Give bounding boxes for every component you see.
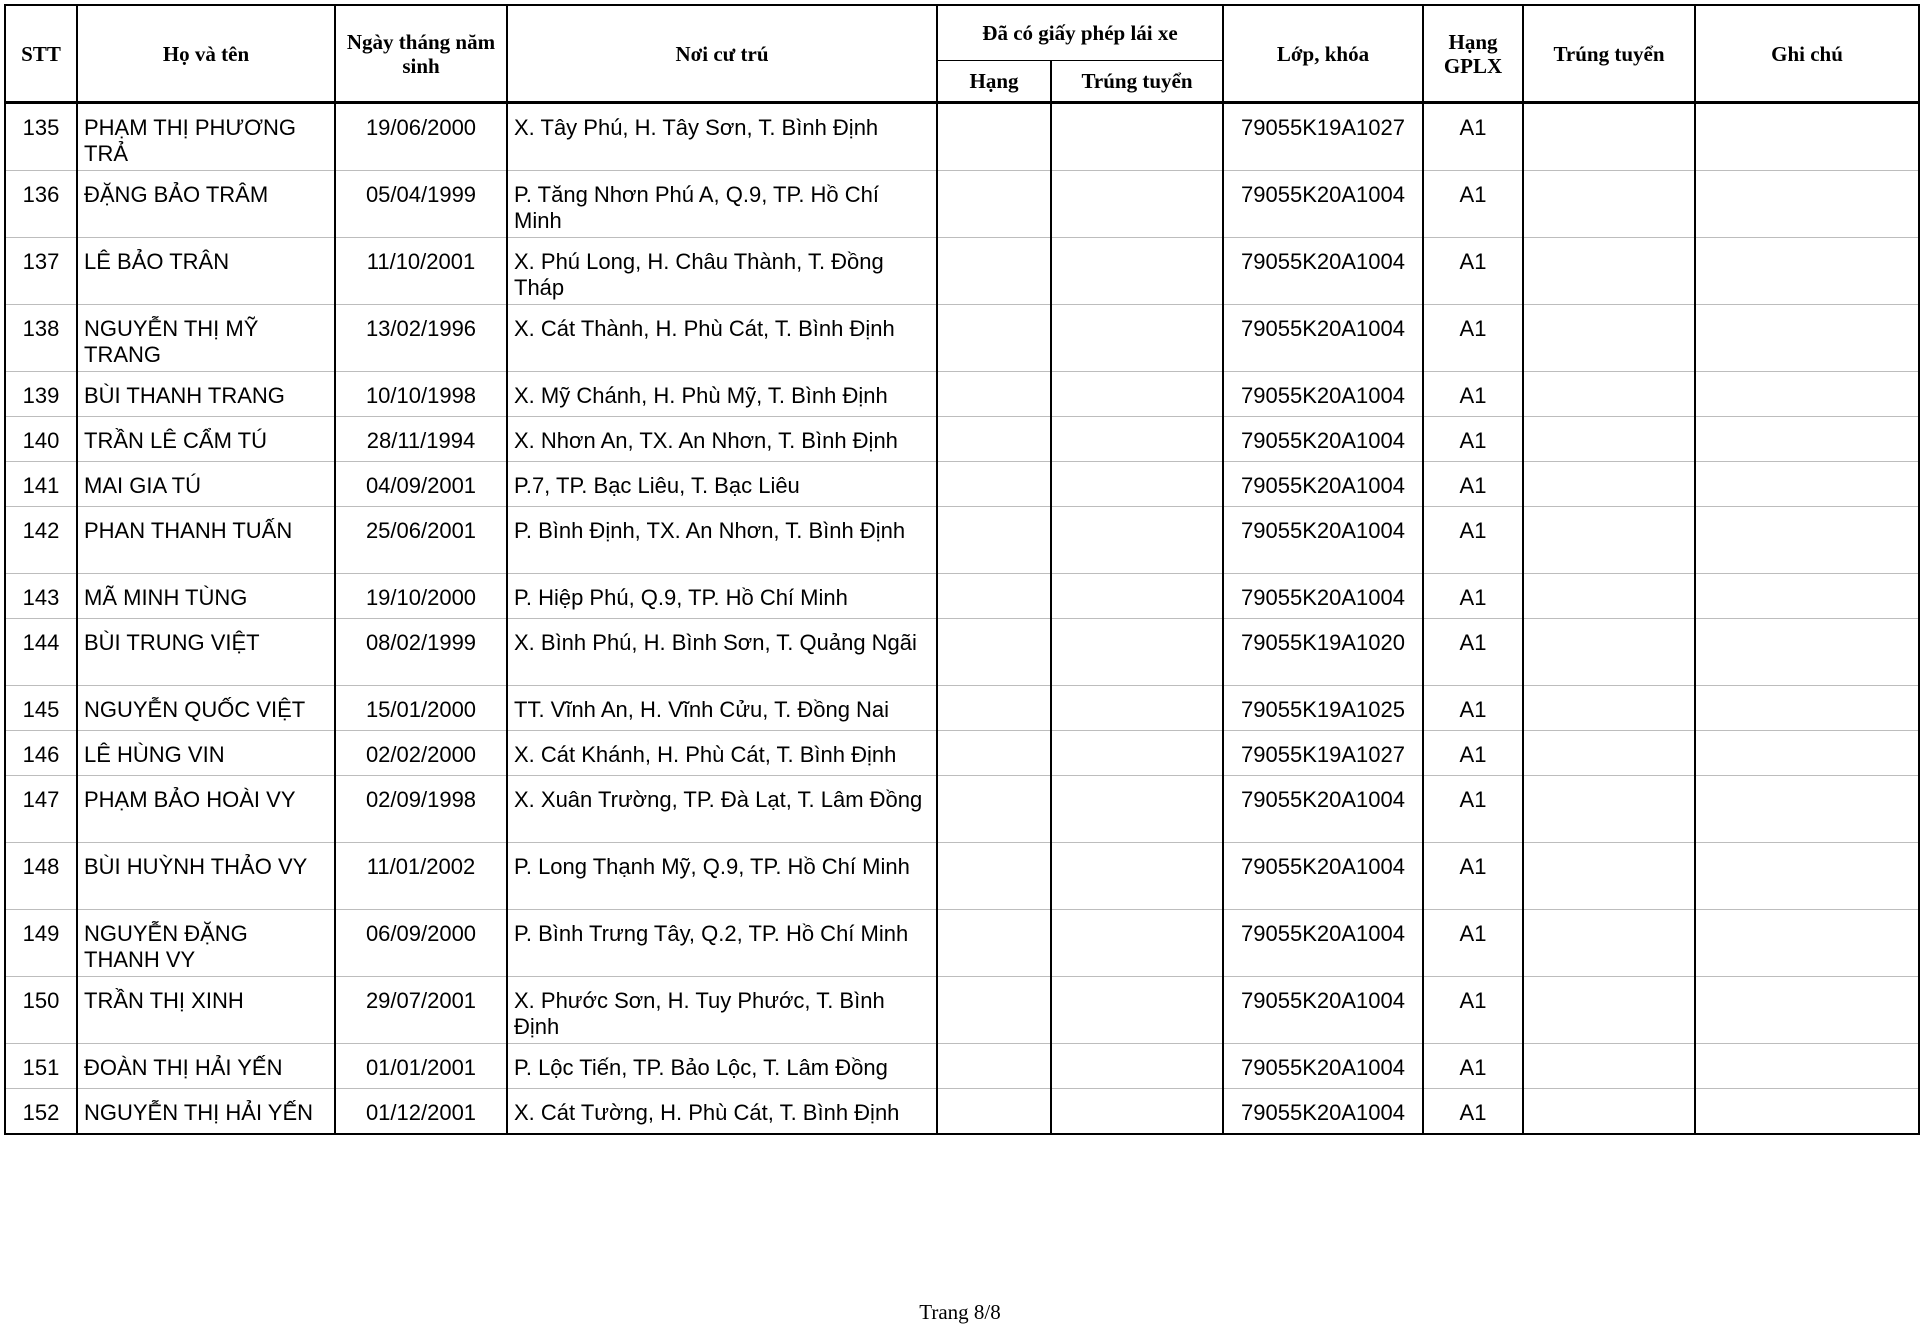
- row-address: P. Bình Trưng Tây, Q.2, TP. Hồ Chí Minh: [507, 910, 937, 977]
- row-stt: 141: [5, 462, 77, 507]
- row-gplx-class: A1: [1423, 843, 1523, 910]
- table-body: [5, 103, 1919, 1135]
- row-name: ĐOÀN THỊ HẢI YẾN: [77, 1044, 335, 1089]
- row-dob: 11/01/2002: [335, 843, 507, 910]
- row-license-passed: [1051, 372, 1223, 417]
- row-license-class: [937, 417, 1051, 462]
- row-license-class: [937, 619, 1051, 686]
- row-stt: 143: [5, 574, 77, 619]
- row-stt: 149: [5, 910, 77, 977]
- row-dob: 08/02/1999: [335, 619, 507, 686]
- row-address: TT. Vĩnh An, H. Vĩnh Cửu, T. Đồng Nai: [507, 686, 937, 731]
- row-license-passed: [1051, 574, 1223, 619]
- row-stt: 135: [5, 103, 77, 171]
- row-stt: 147: [5, 776, 77, 843]
- row-dob: 02/09/1998: [335, 776, 507, 843]
- header-license-class: Hạng: [937, 61, 1051, 103]
- row-note: [1695, 977, 1919, 1044]
- row-passed: [1523, 1089, 1695, 1135]
- header-address: Nơi cư trú: [507, 5, 937, 103]
- row-dob: 02/02/2000: [335, 731, 507, 776]
- row-address: P. Tăng Nhơn Phú A, Q.9, TP. Hồ Chí Minh: [507, 171, 937, 238]
- student-list-table: [4, 4, 1920, 1135]
- row-gplx-class: A1: [1423, 731, 1523, 776]
- row-address: X. Xuân Trường, TP. Đà Lạt, T. Lâm Đồng: [507, 776, 937, 843]
- row-name: BÙI TRUNG VIỆT: [77, 619, 335, 686]
- row-note: [1695, 103, 1919, 171]
- row-name: NGUYỄN THỊ MỸ TRANG: [77, 305, 335, 372]
- row-course: 79055K20A1004: [1223, 977, 1423, 1044]
- row-address: X. Cát Tường, H. Phù Cát, T. Bình Định: [507, 1089, 937, 1135]
- row-address: P.7, TP. Bạc Liêu, T. Bạc Liêu: [507, 462, 937, 507]
- row-course: 79055K20A1004: [1223, 372, 1423, 417]
- row-passed: [1523, 776, 1695, 843]
- row-note: [1695, 417, 1919, 462]
- row-license-class: [937, 843, 1051, 910]
- row-license-passed: [1051, 462, 1223, 507]
- row-passed: [1523, 1044, 1695, 1089]
- row-course: 79055K20A1004: [1223, 171, 1423, 238]
- row-license-passed: [1051, 171, 1223, 238]
- row-note: [1695, 843, 1919, 910]
- header-note: Ghi chú: [1695, 5, 1919, 103]
- row-license-passed: [1051, 619, 1223, 686]
- row-course: 79055K20A1004: [1223, 1089, 1423, 1135]
- row-name: LÊ BẢO TRÂN: [77, 238, 335, 305]
- row-dob: 29/07/2001: [335, 977, 507, 1044]
- table-row: [5, 171, 1919, 238]
- row-dob: 19/06/2000: [335, 103, 507, 171]
- table-row: [5, 103, 1919, 171]
- row-dob: 11/10/2001: [335, 238, 507, 305]
- row-course: 79055K20A1004: [1223, 507, 1423, 574]
- row-note: [1695, 574, 1919, 619]
- row-name: NGUYỄN QUỐC VIỆT: [77, 686, 335, 731]
- row-gplx-class: A1: [1423, 686, 1523, 731]
- table-row: [5, 619, 1919, 686]
- row-gplx-class: A1: [1423, 417, 1523, 462]
- header-license-group: Đã có giấy phép lái xe: [937, 5, 1223, 61]
- row-name: PHẠM BẢO HOÀI VY: [77, 776, 335, 843]
- row-license-passed: [1051, 417, 1223, 462]
- row-passed: [1523, 171, 1695, 238]
- row-passed: [1523, 417, 1695, 462]
- row-name: BÙI HUỲNH THẢO VY: [77, 843, 335, 910]
- row-license-class: [937, 462, 1051, 507]
- row-license-class: [937, 171, 1051, 238]
- table-row: [5, 843, 1919, 910]
- row-dob: 05/04/1999: [335, 171, 507, 238]
- table-row: [5, 977, 1919, 1044]
- table-row: [5, 1089, 1919, 1135]
- row-note: [1695, 171, 1919, 238]
- row-license-class: [937, 1089, 1051, 1135]
- row-course: 79055K20A1004: [1223, 462, 1423, 507]
- table-row: [5, 910, 1919, 977]
- row-course: 79055K20A1004: [1223, 776, 1423, 843]
- row-name: PHAN THANH TUẤN: [77, 507, 335, 574]
- row-license-passed: [1051, 1089, 1223, 1135]
- row-passed: [1523, 910, 1695, 977]
- row-address: P. Hiệp Phú, Q.9, TP. Hồ Chí Minh: [507, 574, 937, 619]
- row-gplx-class: A1: [1423, 238, 1523, 305]
- row-course: 79055K19A1027: [1223, 731, 1423, 776]
- row-stt: 145: [5, 686, 77, 731]
- row-gplx-class: A1: [1423, 977, 1523, 1044]
- row-note: [1695, 372, 1919, 417]
- row-name: NGUYỄN ĐẶNG THANH VY: [77, 910, 335, 977]
- row-dob: 06/09/2000: [335, 910, 507, 977]
- row-course: 79055K20A1004: [1223, 238, 1423, 305]
- row-note: [1695, 686, 1919, 731]
- row-course: 79055K19A1025: [1223, 686, 1423, 731]
- row-gplx-class: A1: [1423, 305, 1523, 372]
- row-name: ĐẶNG BẢO TRÂM: [77, 171, 335, 238]
- row-license-class: [937, 574, 1051, 619]
- row-address: P. Long Thạnh Mỹ, Q.9, TP. Hồ Chí Minh: [507, 843, 937, 910]
- row-note: [1695, 776, 1919, 843]
- row-passed: [1523, 977, 1695, 1044]
- row-dob: 19/10/2000: [335, 574, 507, 619]
- row-passed: [1523, 731, 1695, 776]
- row-gplx-class: A1: [1423, 103, 1523, 171]
- table-row: [5, 731, 1919, 776]
- header-dob: Ngày tháng năm sinh: [335, 5, 507, 103]
- row-license-passed: [1051, 910, 1223, 977]
- header-license-passed: Trúng tuyển: [1051, 61, 1223, 103]
- row-course: 79055K19A1020: [1223, 619, 1423, 686]
- row-gplx-class: A1: [1423, 462, 1523, 507]
- row-note: [1695, 462, 1919, 507]
- row-passed: [1523, 619, 1695, 686]
- row-name: TRẦN THỊ XINH: [77, 977, 335, 1044]
- row-gplx-class: A1: [1423, 171, 1523, 238]
- row-passed: [1523, 305, 1695, 372]
- row-dob: 10/10/1998: [335, 372, 507, 417]
- row-stt: 136: [5, 171, 77, 238]
- row-stt: 150: [5, 977, 77, 1044]
- row-note: [1695, 507, 1919, 574]
- row-gplx-class: A1: [1423, 1044, 1523, 1089]
- row-license-class: [937, 977, 1051, 1044]
- row-stt: 140: [5, 417, 77, 462]
- page-number: Trang 8/8: [919, 1300, 1001, 1324]
- row-address: X. Phước Sơn, H. Tuy Phước, T. Bình Định: [507, 977, 937, 1044]
- header-course: Lớp, khóa: [1223, 5, 1423, 103]
- row-stt: 142: [5, 507, 77, 574]
- row-address: P. Lộc Tiến, TP. Bảo Lộc, T. Lâm Đồng: [507, 1044, 937, 1089]
- row-license-class: [937, 1044, 1051, 1089]
- row-license-passed: [1051, 103, 1223, 171]
- row-note: [1695, 1044, 1919, 1089]
- row-note: [1695, 305, 1919, 372]
- row-gplx-class: A1: [1423, 776, 1523, 843]
- row-license-passed: [1051, 238, 1223, 305]
- row-dob: 13/02/1996: [335, 305, 507, 372]
- row-license-passed: [1051, 305, 1223, 372]
- row-note: [1695, 1089, 1919, 1135]
- row-course: 79055K20A1004: [1223, 1044, 1423, 1089]
- row-license-passed: [1051, 1044, 1223, 1089]
- table-row: [5, 507, 1919, 574]
- row-license-class: [937, 372, 1051, 417]
- row-dob: 01/01/2001: [335, 1044, 507, 1089]
- row-name: PHẠM THỊ PHƯƠNG TRẢ: [77, 103, 335, 171]
- table-row: [5, 1044, 1919, 1089]
- table-row: [5, 417, 1919, 462]
- row-note: [1695, 910, 1919, 977]
- row-stt: 151: [5, 1044, 77, 1089]
- header-gplx-class: Hạng GPLX: [1423, 5, 1523, 103]
- row-address: X. Bình Phú, H. Bình Sơn, T. Quảng Ngãi: [507, 619, 937, 686]
- row-dob: 15/01/2000: [335, 686, 507, 731]
- header-stt: STT: [5, 5, 77, 103]
- row-stt: 146: [5, 731, 77, 776]
- row-gplx-class: A1: [1423, 574, 1523, 619]
- row-license-passed: [1051, 843, 1223, 910]
- row-name: BÙI THANH TRANG: [77, 372, 335, 417]
- row-license-passed: [1051, 507, 1223, 574]
- row-course: 79055K20A1004: [1223, 843, 1423, 910]
- row-passed: [1523, 843, 1695, 910]
- row-gplx-class: A1: [1423, 372, 1523, 417]
- header-passed: Trúng tuyển: [1523, 5, 1695, 103]
- row-license-class: [937, 731, 1051, 776]
- row-license-class: [937, 776, 1051, 843]
- row-course: 79055K20A1004: [1223, 417, 1423, 462]
- row-dob: 04/09/2001: [335, 462, 507, 507]
- row-passed: [1523, 686, 1695, 731]
- row-address: X. Mỹ Chánh, H. Phù Mỹ, T. Bình Định: [507, 372, 937, 417]
- row-license-passed: [1051, 686, 1223, 731]
- row-address: X. Cát Khánh, H. Phù Cát, T. Bình Định: [507, 731, 937, 776]
- row-course: 79055K19A1027: [1223, 103, 1423, 171]
- row-license-passed: [1051, 977, 1223, 1044]
- row-address: X. Tây Phú, H. Tây Sơn, T. Bình Định: [507, 103, 937, 171]
- row-passed: [1523, 238, 1695, 305]
- row-license-passed: [1051, 776, 1223, 843]
- row-stt: 152: [5, 1089, 77, 1135]
- row-stt: 139: [5, 372, 77, 417]
- row-license-class: [937, 238, 1051, 305]
- row-license-class: [937, 686, 1051, 731]
- row-gplx-class: A1: [1423, 507, 1523, 574]
- table-row: [5, 372, 1919, 417]
- header-name: Họ và tên: [77, 5, 335, 103]
- row-dob: 25/06/2001: [335, 507, 507, 574]
- row-course: 79055K20A1004: [1223, 910, 1423, 977]
- row-license-passed: [1051, 731, 1223, 776]
- row-license-class: [937, 103, 1051, 171]
- row-passed: [1523, 507, 1695, 574]
- row-stt: 148: [5, 843, 77, 910]
- row-dob: 28/11/1994: [335, 417, 507, 462]
- row-license-class: [937, 910, 1051, 977]
- table-row: [5, 462, 1919, 507]
- row-name: MÃ MINH TÙNG: [77, 574, 335, 619]
- table-row: [5, 776, 1919, 843]
- row-passed: [1523, 103, 1695, 171]
- row-license-class: [937, 305, 1051, 372]
- row-license-class: [937, 507, 1051, 574]
- row-gplx-class: A1: [1423, 619, 1523, 686]
- row-stt: 137: [5, 238, 77, 305]
- row-name: NGUYỄN THỊ HẢI YẾN: [77, 1089, 335, 1135]
- row-gplx-class: A1: [1423, 1089, 1523, 1135]
- row-dob: 01/12/2001: [335, 1089, 507, 1135]
- row-note: [1695, 731, 1919, 776]
- row-stt: 144: [5, 619, 77, 686]
- row-address: P. Bình Định, TX. An Nhơn, T. Bình Định: [507, 507, 937, 574]
- row-course: 79055K20A1004: [1223, 305, 1423, 372]
- row-passed: [1523, 372, 1695, 417]
- row-address: X. Cát Thành, H. Phù Cát, T. Bình Định: [507, 305, 937, 372]
- table-row: [5, 238, 1919, 305]
- row-gplx-class: A1: [1423, 910, 1523, 977]
- row-name: TRẦN LÊ CẨM TÚ: [77, 417, 335, 462]
- row-course: 79055K20A1004: [1223, 574, 1423, 619]
- row-passed: [1523, 574, 1695, 619]
- table-row: [5, 686, 1919, 731]
- row-stt: 138: [5, 305, 77, 372]
- row-note: [1695, 619, 1919, 686]
- row-passed: [1523, 462, 1695, 507]
- row-note: [1695, 238, 1919, 305]
- table-row: [5, 574, 1919, 619]
- row-name: LÊ HÙNG VIN: [77, 731, 335, 776]
- row-address: X. Nhơn An, TX. An Nhơn, T. Bình Định: [507, 417, 937, 462]
- table-row: [5, 305, 1919, 372]
- row-address: X. Phú Long, H. Châu Thành, T. Đồng Tháp: [507, 238, 937, 305]
- row-name: MAI GIA TÚ: [77, 462, 335, 507]
